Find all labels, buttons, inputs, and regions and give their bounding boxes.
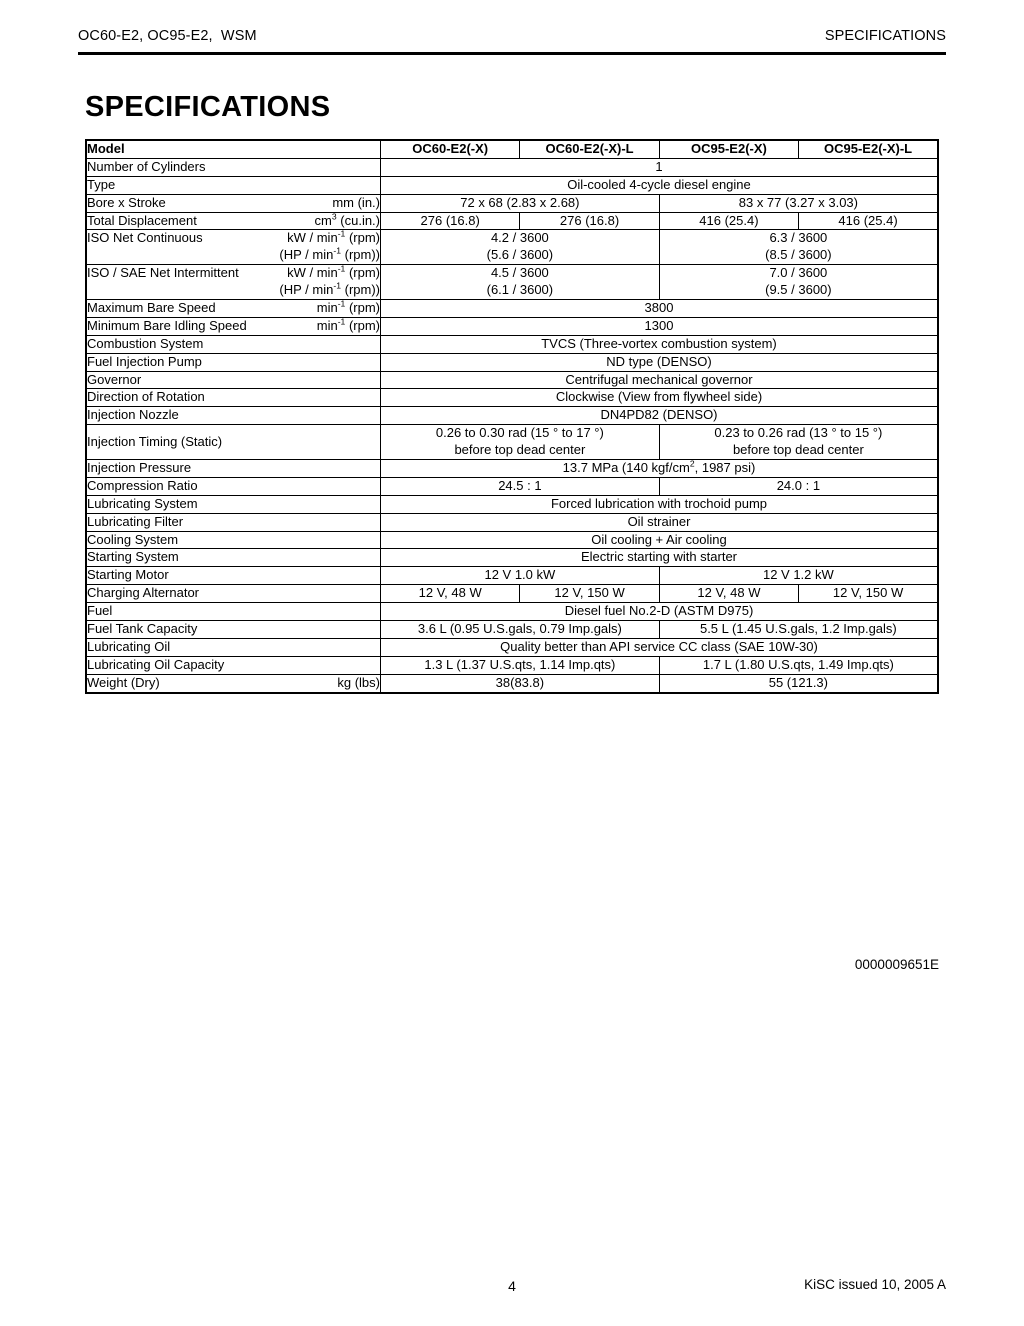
row-value-cell: 1.3 L (1.37 U.S.qts, 1.14 Imp.qts) <box>381 656 660 674</box>
row-value-cell: Quality better than API service CC class (SAE 10W-30) <box>381 638 939 656</box>
table-row <box>86 495 938 513</box>
row-value-cell: 6.3 / 3600 (8.5 / 3600) <box>659 230 938 265</box>
row-value-cell: 55 (121.3) <box>659 674 938 692</box>
row-value-cell: 24.0 : 1 <box>659 477 938 495</box>
table-header-column-3: OC95-E2(-X) <box>659 140 798 158</box>
table-row <box>86 176 938 194</box>
row-label-cell <box>86 603 381 621</box>
row-value-cell: 1 <box>381 158 939 176</box>
table-row <box>86 656 938 674</box>
table-row <box>86 531 938 549</box>
row-label: Fuel <box>87 603 113 619</box>
table-row <box>86 513 938 531</box>
row-label: Lubricating Filter <box>87 513 184 529</box>
row-value-cell: 24.5 : 1 <box>381 477 660 495</box>
row-label: Type <box>87 176 116 192</box>
row-label: Injection Timing (Static) <box>87 433 223 449</box>
row-label: Injection Pressure <box>87 460 192 476</box>
row-label-cell <box>86 674 381 692</box>
table-header-label: Model <box>86 140 381 158</box>
table-row <box>86 194 938 212</box>
row-label-cell <box>86 389 381 407</box>
running-header-left: OC60-E2, OC95-E2, WSM <box>78 28 257 44</box>
row-value-cell: 12 V, 48 W <box>659 585 798 603</box>
row-value-cell: 276 (16.8) <box>381 212 520 230</box>
row-label: Minimum Bare Idling Speed <box>87 317 247 333</box>
row-value-cell: 276 (16.8) <box>520 212 659 230</box>
row-label-cell <box>86 176 381 194</box>
row-value-cell: Forced lubrication with trochoid pump <box>381 495 939 513</box>
row-label-cell <box>86 567 381 585</box>
row-value-cell: 5.5 L (1.45 U.S.gals, 1.2 Imp.gals) <box>659 621 938 639</box>
row-value-cell: 13.7 MPa (140 kgf/$cm^2$, 1987 psi) <box>381 460 939 478</box>
row-label: Starting System <box>87 549 179 565</box>
specifications-table <box>85 139 939 694</box>
table-row <box>86 621 938 639</box>
row-value-cell: Oil-cooled 4-cycle diesel engine <box>381 176 939 194</box>
table-row <box>86 407 938 425</box>
table-row <box>86 425 938 460</box>
row-value-cell: Clockwise (View from flywheel side) <box>381 389 939 407</box>
row-label-cell <box>86 371 381 389</box>
row-label-cell <box>86 317 381 335</box>
row-value-cell: DN4PD82 (DENSO) <box>381 407 939 425</box>
row-label: Total Displacement <box>87 212 197 228</box>
row-label: Lubricating Oil <box>87 638 171 654</box>
row-label-cell <box>86 477 381 495</box>
table-row <box>86 585 938 603</box>
row-value-cell: 38(83.8) <box>381 674 660 692</box>
row-unit: kW / $\min^{-1} (rpm)$ $(HP / \min^{-1} (rpm))$ <box>279 229 380 263</box>
row-label: ISO Net Continuous <box>87 230 203 246</box>
row-unit: $\min^{-1} (rpm)$ <box>316 316 380 333</box>
row-label: Fuel Injection Pump <box>87 353 202 369</box>
row-value-cell: 1.7 L (1.80 U.S.qts, 1.49 Imp.qts) <box>659 656 938 674</box>
table-header-column-2: OC60-E2(-X)-L <box>520 140 659 158</box>
table-row <box>86 300 938 318</box>
row-value-cell: 12 V, 150 W <box>799 585 938 603</box>
row-label-cell <box>86 549 381 567</box>
issued-notice: KiSC issued 10, 2005 A <box>804 1277 946 1292</box>
row-label: Bore x Stroke <box>87 194 166 210</box>
row-label: Cooling System <box>87 531 179 547</box>
row-label-cell <box>86 300 381 318</box>
row-unit: $\min^{-1} (rpm)$ <box>316 298 380 316</box>
row-value-cell: 83 x 77 (3.27 x 3.03) <box>659 194 938 212</box>
table-row <box>86 460 938 478</box>
row-label-cell <box>86 656 381 674</box>
row-value-cell: 12 V, 150 W <box>520 585 659 603</box>
row-value-cell: 3.6 L (0.95 U.S.gals, 0.79 Imp.gals) <box>381 621 660 639</box>
table-row <box>86 317 938 335</box>
row-label-cell <box>86 638 381 656</box>
row-label: Weight (Dry) <box>87 674 160 690</box>
row-value-cell: 12 V, 48 W <box>381 585 520 603</box>
page-number: 4 <box>508 1278 516 1294</box>
row-value-cell: Diesel fuel No.2-D (ASTM D975) <box>381 603 939 621</box>
table-header-column-4: OC95-E2(-X)-L <box>799 140 938 158</box>
row-label: ISO / SAE Net Intermittent <box>87 265 239 281</box>
row-value-cell: Oil cooling + Air cooling <box>381 531 939 549</box>
page-title: SPECIFICATIONS <box>85 91 331 124</box>
row-label: Lubricating System <box>87 495 198 511</box>
table-row <box>86 335 938 353</box>
header-rule <box>78 52 946 55</box>
row-value-cell: ND type (DENSO) <box>381 353 939 371</box>
row-value-cell: 72 x 68 (2.83 x 2.68) <box>381 194 660 212</box>
row-value-cell: TVCS (Three-vortex combustion system) <box>381 335 939 353</box>
row-label-cell <box>86 425 381 460</box>
row-label-cell <box>86 621 381 639</box>
table-header-column-1: OC60-E2(-X) <box>381 140 520 158</box>
row-label: Maximum Bare Speed <box>87 300 216 316</box>
row-label: Fuel Tank Capacity <box>87 621 198 637</box>
running-header <box>78 28 946 44</box>
table-row <box>86 371 938 389</box>
table-row <box>86 567 938 585</box>
row-value-cell: 416 (25.4) <box>799 212 938 230</box>
table-row <box>86 230 938 265</box>
row-label: Lubricating Oil Capacity <box>87 656 225 672</box>
row-label-cell <box>86 353 381 371</box>
row-unit: kg (lbs) <box>337 674 380 690</box>
row-value-cell: 1300 <box>381 317 939 335</box>
table-row <box>86 603 938 621</box>
row-value-cell: Electric starting with starter <box>381 549 939 567</box>
row-label: Charging Alternator <box>87 585 200 601</box>
row-label-cell <box>86 513 381 531</box>
table-row <box>86 353 938 371</box>
row-label: Governor <box>87 371 142 387</box>
row-unit: $cm^3$ (cu.in.) <box>314 211 380 228</box>
row-label-cell <box>86 265 381 300</box>
row-unit: kW / $\min^{-1} (rpm)$ $(HP / \min^{-1} (rpm))$ <box>279 263 380 298</box>
table-row <box>86 212 938 230</box>
row-label-cell <box>86 460 381 478</box>
table-row <box>86 389 938 407</box>
row-label-cell <box>86 407 381 425</box>
row-label-cell <box>86 531 381 549</box>
row-label: Injection Nozzle <box>87 407 179 423</box>
row-value-cell: 0.26 to 0.30 rad (15 ° to 17 °) before top dead center <box>381 425 660 460</box>
row-value-cell: 7.0 / 3600 (9.5 / 3600) <box>659 265 938 300</box>
table-row <box>86 638 938 656</box>
row-value-cell: 0.23 to 0.26 rad (13 ° to 15 °) before top dead center <box>659 425 938 460</box>
table-row <box>86 265 938 300</box>
row-label-cell <box>86 585 381 603</box>
row-label-cell <box>86 495 381 513</box>
row-label: Number of Cylinders <box>87 158 206 174</box>
row-label-cell <box>86 212 381 230</box>
row-label: Compression Ratio <box>87 477 198 493</box>
row-label-cell <box>86 158 381 176</box>
row-value-cell: 3800 <box>381 300 939 318</box>
row-label: Starting Motor <box>87 567 169 583</box>
table-header-row <box>86 140 938 158</box>
table-row <box>86 158 938 176</box>
row-label: Combustion System <box>87 335 204 351</box>
row-value-cell: 12 V 1.2 kW <box>659 567 938 585</box>
specifications-table-container <box>85 139 939 694</box>
row-unit: mm (in.) <box>332 194 380 210</box>
row-value-cell: Oil strainer <box>381 513 939 531</box>
row-value-cell: Centrifugal mechanical governor <box>381 371 939 389</box>
row-label-cell <box>86 335 381 353</box>
row-label: Direction of Rotation <box>87 389 205 405</box>
table-row <box>86 674 938 692</box>
table-row <box>86 549 938 567</box>
row-value-cell: 4.2 / 3600 (5.6 / 3600) <box>381 230 660 265</box>
row-value-cell: 12 V 1.0 kW <box>381 567 660 585</box>
row-value-cell: 4.5 / 3600 (6.1 / 3600) <box>381 265 660 300</box>
running-header-right: SPECIFICATIONS <box>824 28 946 44</box>
row-value-cell: 416 (25.4) <box>659 212 798 230</box>
table-row <box>86 477 938 495</box>
row-label-cell <box>86 194 381 212</box>
row-label-cell <box>86 230 381 265</box>
document-code: 0000009651E <box>854 957 939 972</box>
